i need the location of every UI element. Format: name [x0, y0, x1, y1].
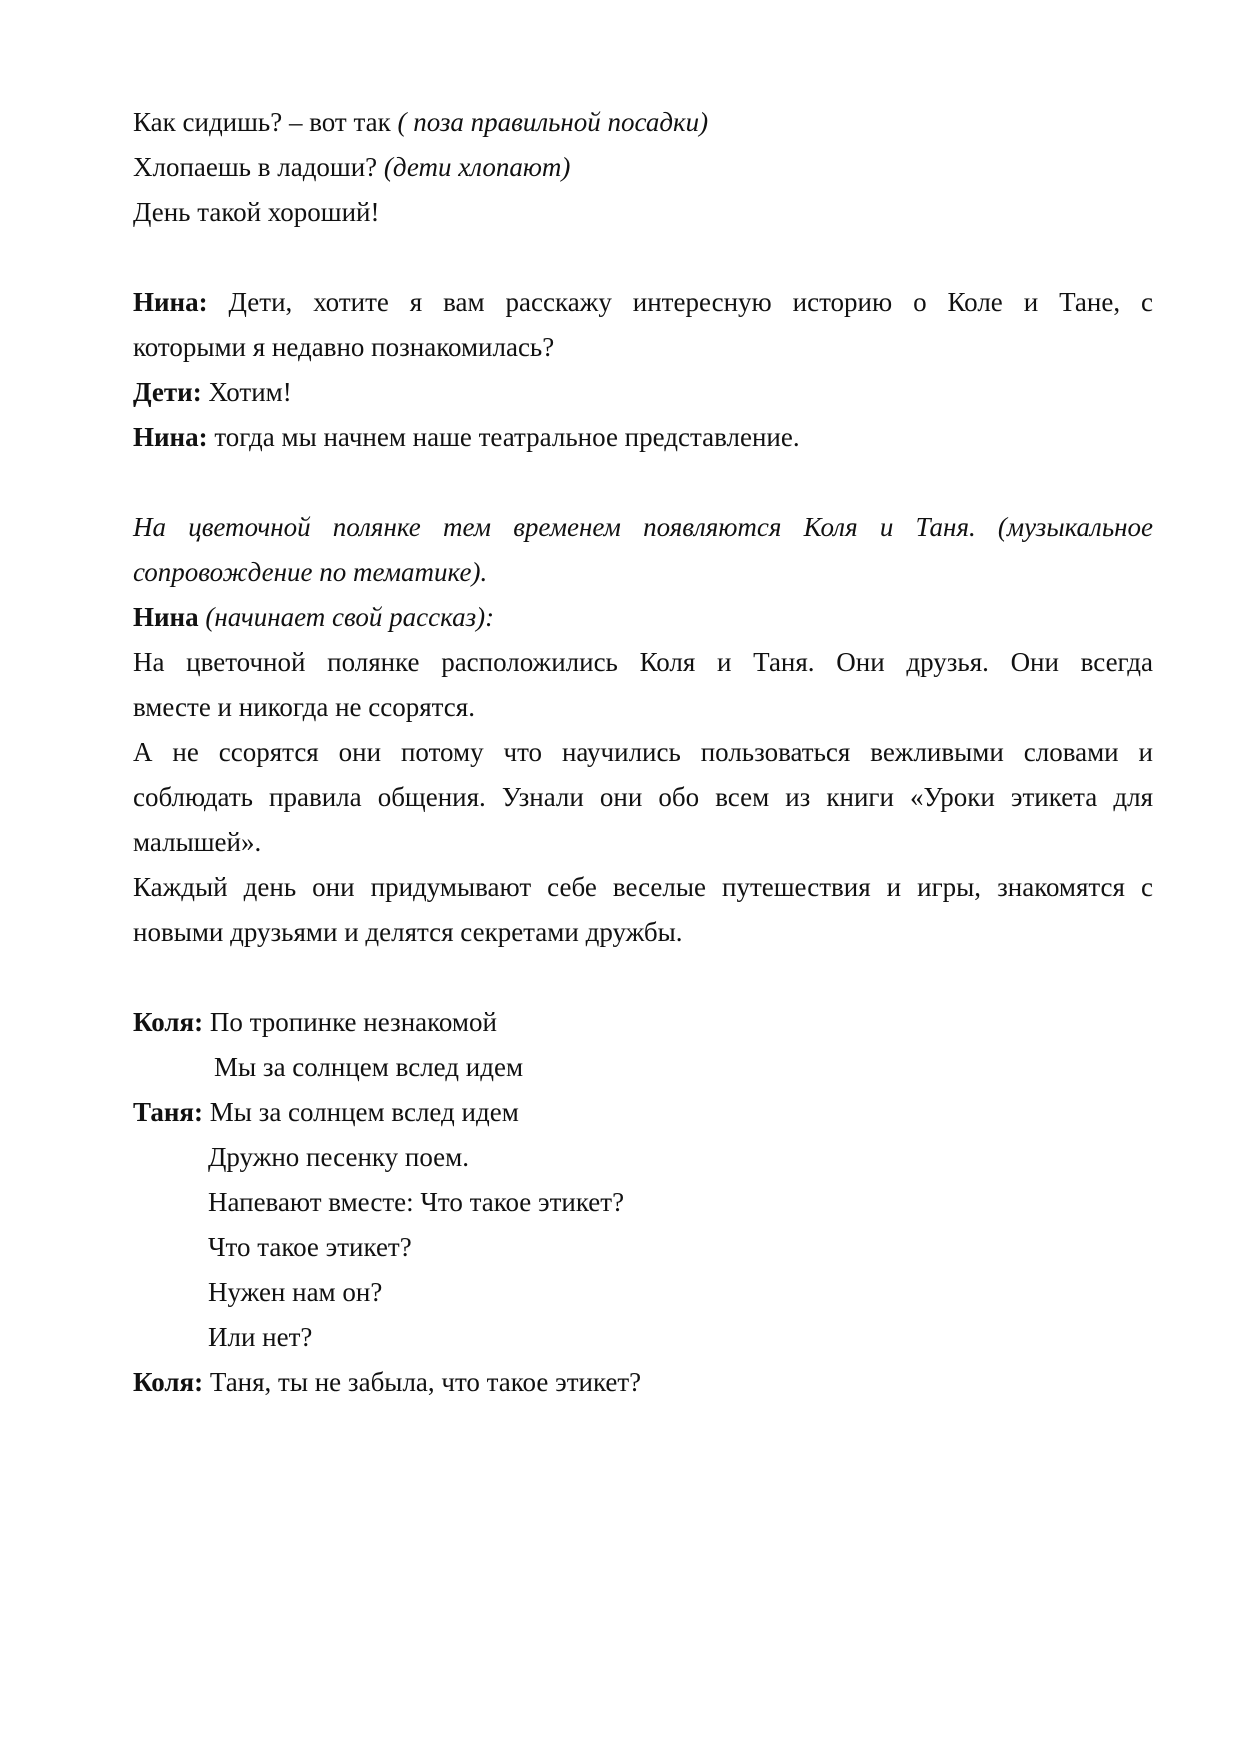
line-posture — [133, 105, 1153, 139]
line-text: Дружно песенку поем. — [208, 1142, 469, 1172]
line-nina-3 — [133, 600, 1153, 634]
stage-direction: (начинает свой рассказ): — [198, 602, 495, 632]
line-kolya-2 — [133, 1365, 1153, 1399]
speaker-label: Таня: — [133, 1097, 203, 1127]
story-line — [133, 825, 1153, 859]
line-text: По тропинке незнакомой — [203, 1007, 497, 1037]
line-good-day — [133, 195, 1153, 229]
line-text: День такой хороший! — [133, 197, 380, 227]
story-line — [133, 870, 1153, 904]
line-text: Нужен нам он? — [208, 1277, 383, 1307]
story-line — [133, 690, 1153, 724]
stage-direction: (дети хлопают) — [383, 152, 571, 182]
line-text: Дети, хотите я вам расскажу интересную историю о Коле и Тане, с — [207, 287, 1153, 317]
stage-direction: ( поза правильной посадки) — [397, 107, 709, 137]
line-tanya-1 — [133, 1095, 1153, 1129]
story-line — [133, 780, 1153, 814]
speaker-label: Нина: — [133, 422, 208, 452]
speaker-label: Нина: — [133, 287, 208, 317]
line-nina-1-cont — [133, 330, 1153, 364]
line-text: вместе и никогда не ссорятся. — [133, 692, 475, 722]
stage-direction: сопровождение по тематике). — [133, 557, 488, 587]
line-text: Хлопаешь в ладоши? — [133, 152, 384, 182]
verse-line — [208, 1275, 1108, 1309]
line-text: которыми я недавно познакомилась? — [133, 332, 555, 362]
story-line — [133, 645, 1153, 679]
line-text: На цветочной полянке расположились Коля и Таня. Они друзья. Они всегда — [133, 647, 1153, 677]
line-text: новыми друзьями и делятся секретами дружбы. — [133, 917, 683, 947]
verse-line — [214, 1050, 1114, 1084]
line-text: тогда мы начнем наше театральное представление. — [207, 422, 800, 452]
stage-direction: На цветочной полянке тем временем появляются Коля и Таня. (музыкальное — [133, 512, 1153, 542]
line-scene-direction-cont — [133, 555, 1153, 589]
speaker-label: Коля: — [133, 1367, 204, 1397]
story-line — [133, 915, 1153, 949]
verse-line — [208, 1230, 1108, 1264]
verse-line — [208, 1185, 1108, 1219]
line-text: Мы за солнцем вслед идем — [203, 1097, 519, 1127]
speaker-label: Коля: — [133, 1007, 204, 1037]
line-nina-1 — [133, 285, 1153, 319]
speaker-label: Нина — [133, 602, 199, 632]
story-line — [133, 735, 1153, 769]
line-text: Таня, ты не забыла, что такое этикет? — [203, 1367, 642, 1397]
line-text: Мы за солнцем вслед идем — [214, 1052, 524, 1082]
line-text: Как сидишь? – вот так — [133, 107, 398, 137]
line-text: Хотим! — [201, 377, 292, 407]
line-text: А не ссорятся они потому что научились пользоваться вежливыми словами и — [133, 737, 1153, 767]
verse-line — [208, 1140, 1108, 1174]
line-text: Напевают вместе: Что такое этикет? — [208, 1187, 625, 1217]
line-scene-direction — [133, 510, 1153, 544]
line-text: Что такое этикет? — [208, 1232, 412, 1262]
line-text: Или нет? — [208, 1322, 313, 1352]
line-text: соблюдать правила общения. Узнали они обо всем из книги «Уроки этикета для — [133, 782, 1153, 812]
line-kolya-1 — [133, 1005, 1153, 1039]
line-children — [133, 375, 1153, 409]
speaker-label: Дети: — [133, 377, 202, 407]
line-text: Каждый день они придумывают себе веселые путешествия и игры, знакомятся с — [133, 872, 1153, 902]
line-nina-2 — [133, 420, 1153, 454]
line-text: малышей». — [133, 827, 262, 857]
verse-line — [208, 1320, 1108, 1354]
line-clapping — [133, 150, 1153, 184]
